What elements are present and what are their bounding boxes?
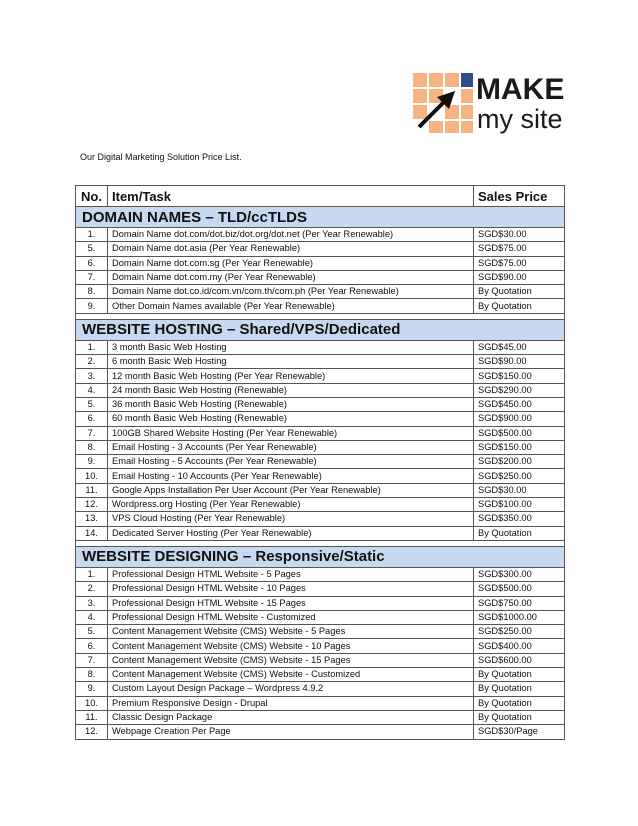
table-row xyxy=(76,596,565,610)
table-row xyxy=(76,242,565,256)
row-item: 12 month Basic Web Hosting (Per Year Renewable) xyxy=(108,369,474,383)
row-price: SGD$750.00 xyxy=(474,596,565,610)
row-number: 4. xyxy=(76,610,108,624)
row-item: VPS Cloud Hosting (Per Year Renewable) xyxy=(108,512,474,526)
header-item: Item/Task xyxy=(108,186,474,207)
row-number: 3. xyxy=(76,596,108,610)
section-header-row xyxy=(76,319,565,340)
header-price: Sales Price xyxy=(474,186,565,207)
row-item: Wordpress.org Hosting (Per Year Renewable) xyxy=(108,498,474,512)
table-row xyxy=(76,369,565,383)
row-item: Email Hosting - 3 Accounts (Per Year Renewable) xyxy=(108,440,474,454)
row-price: SGD$450.00 xyxy=(474,397,565,411)
logo-word-make: MAKE xyxy=(476,73,565,106)
logo-word-mysite: my site xyxy=(477,104,563,134)
table-row xyxy=(76,625,565,639)
row-price: SGD$30.00 xyxy=(474,483,565,497)
row-price: SGD$150.00 xyxy=(474,440,565,454)
row-price: SGD$250.00 xyxy=(474,625,565,639)
row-price: SGD$90.00 xyxy=(474,355,565,369)
table-row xyxy=(76,270,565,284)
row-item: Professional Design HTML Website - 10 Pages xyxy=(108,582,474,596)
row-number: 13. xyxy=(76,512,108,526)
section-header-row xyxy=(76,546,565,567)
table-row xyxy=(76,610,565,624)
row-number: 9. xyxy=(76,682,108,696)
row-price: SGD$200.00 xyxy=(474,455,565,469)
table-row xyxy=(76,668,565,682)
row-number: 9. xyxy=(76,455,108,469)
row-number: 12. xyxy=(76,725,108,739)
table-row xyxy=(76,653,565,667)
row-number: 12. xyxy=(76,498,108,512)
row-number: 11. xyxy=(76,483,108,497)
row-item: Google Apps Installation Per User Account (Per Year Renewable) xyxy=(108,483,474,497)
table-row xyxy=(76,582,565,596)
row-item: 36 month Basic Web Hosting (Renewable) xyxy=(108,397,474,411)
row-item: Content Management Website (CMS) Website - 10 Pages xyxy=(108,639,474,653)
row-number: 8. xyxy=(76,440,108,454)
row-item: 24 month Basic Web Hosting (Renewable) xyxy=(108,383,474,397)
row-item: Domain Name dot.co.id/com.vn/com.th/com.ph (Per Year Renewable) xyxy=(108,285,474,299)
table-row xyxy=(76,440,565,454)
row-price: SGD$290.00 xyxy=(474,383,565,397)
row-price: SGD$100.00 xyxy=(474,498,565,512)
table-row xyxy=(76,696,565,710)
table-row xyxy=(76,397,565,411)
row-item: Domain Name dot.com/dot.biz/dot.org/dot.net (Per Year Renewable) xyxy=(108,228,474,242)
row-number: 5. xyxy=(76,397,108,411)
logo-mark-icon xyxy=(413,73,473,133)
row-item: Professional Design HTML Website - 15 Pages xyxy=(108,596,474,610)
section-title: WEBSITE DESIGNING – Responsive/Static xyxy=(76,546,565,567)
row-number: 2. xyxy=(76,582,108,596)
row-number: 4. xyxy=(76,383,108,397)
row-item: Custom Layout Design Package – Wordpress 4.9.2 xyxy=(108,682,474,696)
table-row xyxy=(76,682,565,696)
row-price: SGD$75.00 xyxy=(474,256,565,270)
row-price: SGD$45.00 xyxy=(474,340,565,354)
row-item: Content Management Website (CMS) Website - 5 Pages xyxy=(108,625,474,639)
row-number: 10. xyxy=(76,696,108,710)
intro-text: Our Digital Marketing Solution Price List. xyxy=(80,152,242,162)
row-price: By Quotation xyxy=(474,682,565,696)
row-number: 8. xyxy=(76,668,108,682)
row-item: 3 month Basic Web Hosting xyxy=(108,340,474,354)
row-number: 6. xyxy=(76,256,108,270)
price-table-body xyxy=(76,207,565,740)
row-price: By Quotation xyxy=(474,285,565,299)
row-number: 1. xyxy=(76,567,108,581)
table-row xyxy=(76,383,565,397)
row-number: 7. xyxy=(76,426,108,440)
table-row xyxy=(76,228,565,242)
row-number: 1. xyxy=(76,340,108,354)
row-number: 7. xyxy=(76,270,108,284)
row-price: SGD$400.00 xyxy=(474,639,565,653)
row-price: SGD$900.00 xyxy=(474,412,565,426)
row-price: By Quotation xyxy=(474,299,565,313)
row-item: Dedicated Server Hosting (Per Year Renewable) xyxy=(108,526,474,540)
price-table xyxy=(75,185,565,740)
table-row xyxy=(76,483,565,497)
row-price: SGD$500.00 xyxy=(474,426,565,440)
row-item: 60 month Basic Web Hosting (Renewable) xyxy=(108,412,474,426)
row-item: 6 month Basic Web Hosting xyxy=(108,355,474,369)
row-price: SGD$250.00 xyxy=(474,469,565,483)
table-header-row xyxy=(76,186,565,207)
row-price: SGD$75.00 xyxy=(474,242,565,256)
row-price: SGD$350.00 xyxy=(474,512,565,526)
table-row xyxy=(76,340,565,354)
row-number: 6. xyxy=(76,639,108,653)
brand-logo xyxy=(413,73,573,135)
row-price: SGD$500.00 xyxy=(474,582,565,596)
table-row xyxy=(76,526,565,540)
table-row xyxy=(76,710,565,724)
table-row xyxy=(76,567,565,581)
section-title: WEBSITE HOSTING – Shared/VPS/Dedicated xyxy=(76,319,565,340)
row-price: SGD$150.00 xyxy=(474,369,565,383)
row-number: 3. xyxy=(76,369,108,383)
row-item: Classic Design Package xyxy=(108,710,474,724)
section-header-row xyxy=(76,207,565,228)
table-row xyxy=(76,256,565,270)
row-number: 9. xyxy=(76,299,108,313)
row-number: 14. xyxy=(76,526,108,540)
table-row xyxy=(76,469,565,483)
row-item: Content Management Website (CMS) Website - Customized xyxy=(108,668,474,682)
row-item: Email Hosting - 5 Accounts (Per Year Renewable) xyxy=(108,455,474,469)
row-item: Domain Name dot.com.my (Per Year Renewable) xyxy=(108,270,474,284)
section-title: DOMAIN NAMES – TLD/ccTLDS xyxy=(76,207,565,228)
row-price: SGD$600.00 xyxy=(474,653,565,667)
row-price: SGD$90.00 xyxy=(474,270,565,284)
table-row xyxy=(76,512,565,526)
row-number: 11. xyxy=(76,710,108,724)
table-row xyxy=(76,412,565,426)
table-row xyxy=(76,498,565,512)
row-price: SGD$1000.00 xyxy=(474,610,565,624)
row-item: Domain Name dot.asia (Per Year Renewable) xyxy=(108,242,474,256)
row-price: SGD$30/Page xyxy=(474,725,565,739)
row-item: Premium Responsive Design - Drupal xyxy=(108,696,474,710)
table-row xyxy=(76,355,565,369)
row-number: 5. xyxy=(76,242,108,256)
table-row xyxy=(76,299,565,313)
row-price: By Quotation xyxy=(474,696,565,710)
row-number: 6. xyxy=(76,412,108,426)
table-row xyxy=(76,285,565,299)
row-item: Other Domain Names available (Per Year Renewable) xyxy=(108,299,474,313)
row-price: By Quotation xyxy=(474,526,565,540)
row-price: By Quotation xyxy=(474,710,565,724)
table-row xyxy=(76,639,565,653)
row-price: SGD$30.00 xyxy=(474,228,565,242)
row-price: By Quotation xyxy=(474,668,565,682)
row-number: 1. xyxy=(76,228,108,242)
header-no: No. xyxy=(76,186,108,207)
row-number: 10. xyxy=(76,469,108,483)
row-price: SGD$300.00 xyxy=(474,567,565,581)
row-item: Webpage Creation Per Page xyxy=(108,725,474,739)
table-row xyxy=(76,455,565,469)
row-number: 5. xyxy=(76,625,108,639)
row-number: 7. xyxy=(76,653,108,667)
row-item: Content Management Website (CMS) Website - 15 Pages xyxy=(108,653,474,667)
table-row xyxy=(76,725,565,739)
table-row xyxy=(76,426,565,440)
row-item: Professional Design HTML Website - 5 Pages xyxy=(108,567,474,581)
row-item: Email Hosting - 10 Accounts (Per Year Renewable) xyxy=(108,469,474,483)
row-item: 100GB Shared Website Hosting (Per Year Renewable) xyxy=(108,426,474,440)
row-number: 8. xyxy=(76,285,108,299)
row-number: 2. xyxy=(76,355,108,369)
row-item: Domain Name dot.com.sg (Per Year Renewable) xyxy=(108,256,474,270)
row-item: Professional Design HTML Website - Customized xyxy=(108,610,474,624)
